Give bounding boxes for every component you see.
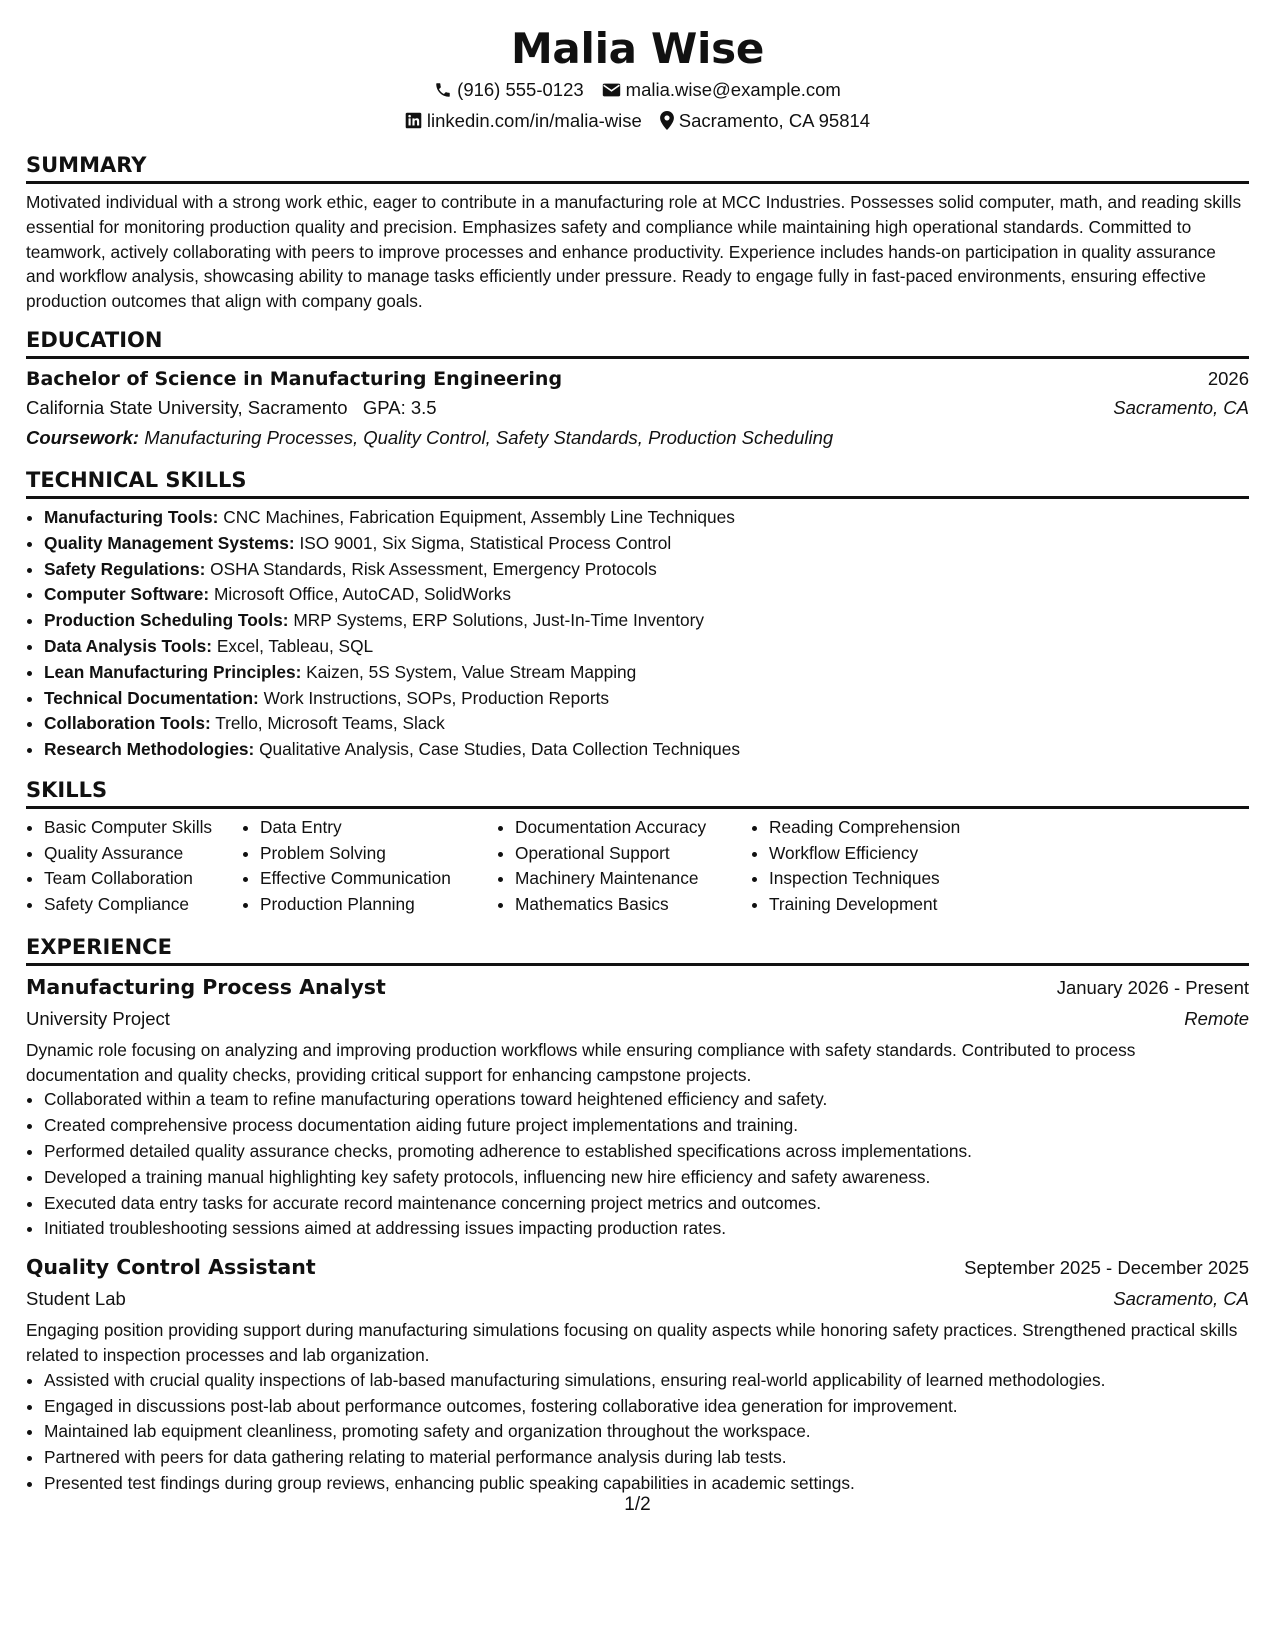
list-item: • Created comprehensive process documentation aiding future project implementations and training. (44, 1113, 1249, 1139)
skill-category-label: Collaboration Tools: (44, 713, 211, 734)
skill-category-label: Technical Documentation: (44, 687, 259, 708)
list-item: • Assisted with crucial quality inspections of lab-based manufacturing simulations, ensuring real-world applicability of learned methodologies. (44, 1368, 1249, 1394)
summary-heading: SUMMARY (26, 152, 1249, 184)
list-item: • Partnered with peers for data gathering relating to material performance analysis during lab tests. (44, 1445, 1249, 1471)
list-item: • Safety Compliance (44, 892, 242, 918)
skill-category-value: ISO 9001, Six Sigma, Statistical Process Control (299, 532, 672, 553)
skill-category-label: Production Scheduling Tools: (44, 610, 289, 631)
education-degree-row (26, 365, 1249, 393)
linkedin-contact[interactable] (405, 109, 642, 133)
list-item: • Executed data entry tasks for accurate record maintenance concerning project metrics and outcomes. (44, 1191, 1249, 1217)
list-item: • Maintained lab equipment cleanliness, promoting safety and organization throughout the workspace. (44, 1419, 1249, 1445)
list-item: • Effective Communication (260, 866, 497, 892)
page-number: 1/2 (624, 1494, 651, 1515)
skill-category-label: Data Analysis Tools: (44, 635, 213, 656)
job-dates: September 2025 - December 2025 (964, 1257, 1249, 1279)
list-item (44, 711, 1249, 737)
email-text: malia.wise@example.com (625, 78, 841, 100)
list-item: • Initiated troubleshooting sessions aimed at addressing issues impacting production rates. (44, 1216, 1249, 1242)
skills-column (751, 815, 1029, 918)
candidate-name: Malia Wise (510, 24, 765, 73)
job-description: Dynamic role focusing on analyzing and improving production workflows while ensuring compliance with safety standards. Contributed to process documentation and quality checks, providing critical support for enhancing campstone projects. (26, 1039, 1136, 1085)
skill-category-label: Lean Manufacturing Principles: (44, 661, 302, 682)
list-item: • Performed detailed quality assurance checks, promoting adherence to established specifications across implementations. (44, 1139, 1249, 1165)
phone-icon (434, 81, 452, 99)
job-organization: University Project (26, 1007, 170, 1029)
linkedin-text: linkedin.com/in/malia-wise (426, 109, 642, 131)
job-org-row (26, 1283, 1249, 1315)
map-pin-icon (660, 111, 674, 130)
skill-category-value: Work Instructions, SOPs, Production Reports (263, 687, 610, 708)
job-entry (26, 1252, 1249, 1497)
phone-text: (916) 555-0123 (457, 78, 584, 100)
list-item (44, 634, 1249, 660)
list-item: • Training Development (769, 892, 1029, 918)
skill-category-label: Quality Management Systems: (44, 532, 295, 553)
envelope-icon (602, 82, 621, 98)
contact-row-1 (26, 74, 1249, 105)
list-item: • Quality Assurance (44, 841, 242, 867)
skill-category-label: Manufacturing Tools: (44, 506, 219, 527)
skill-category-value: Microsoft Office, AutoCAD, SolidWorks (213, 584, 512, 605)
job-bullets (26, 1087, 1249, 1242)
skill-category-value: Kaizen, 5S System, Value Stream Mapping (306, 661, 637, 682)
skills-section (26, 777, 1249, 918)
technical-skills-list (26, 505, 1249, 763)
list-item: • Documentation Accuracy (515, 815, 751, 841)
skills-column (26, 815, 242, 918)
skills-heading: SKILLS (26, 777, 1249, 809)
skill-category-value: OSHA Standards, Risk Assessment, Emergency Protocols (210, 558, 657, 579)
job-title: Manufacturing Process Analyst (26, 974, 386, 999)
technical-skills-heading: TECHNICAL SKILLS (26, 467, 1249, 499)
coursework-label: Coursework: (26, 426, 140, 448)
skills-column (497, 815, 751, 918)
linkedin-icon (405, 112, 422, 129)
list-item: • Reading Comprehension (769, 815, 1029, 841)
location-contact (660, 109, 870, 133)
job-title-row (26, 972, 1249, 1003)
skills-column (242, 815, 497, 918)
contact-row-2 (26, 105, 1249, 136)
coursework-line (26, 423, 1249, 453)
list-item: • Data Entry (260, 815, 497, 841)
list-item (44, 660, 1249, 686)
phone-contact (434, 78, 584, 102)
skill-category-value: Qualitative Analysis, Case Studies, Data Collection Techniques (259, 739, 741, 760)
list-item: • Workflow Efficiency (769, 841, 1029, 867)
list-item (44, 582, 1249, 608)
education-section (26, 327, 1249, 453)
job-entry (26, 972, 1249, 1242)
job-dates: January 2026 - Present (1056, 976, 1249, 998)
list-item (44, 557, 1249, 583)
skill-category-value: CNC Machines, Fabrication Equipment, Assembly Line Techniques (223, 506, 735, 527)
list-item: • Mathematics Basics (515, 892, 751, 918)
list-item (44, 608, 1249, 634)
list-item: • Engaged in discussions post-lab about performance outcomes, fostering collaborative idea generation for improvement. (44, 1394, 1249, 1420)
list-item: • Team Collaboration (44, 866, 242, 892)
list-item (44, 505, 1249, 531)
graduation-year: 2026 (1207, 367, 1249, 389)
job-organization: Student Lab (26, 1288, 126, 1310)
school-info (26, 393, 437, 423)
job-title: Quality Control Assistant (26, 1255, 316, 1280)
technical-skills-section (26, 467, 1249, 763)
school-name: California State University, Sacramento (26, 396, 348, 418)
degree-title: Bachelor of Science in Manufacturing Engineering (26, 367, 563, 390)
coursework-list: Manufacturing Processes, Quality Control, Safety Standards, Production Scheduling (144, 426, 834, 448)
list-item (44, 686, 1249, 712)
list-item: • Inspection Techniques (769, 866, 1029, 892)
location-text: Sacramento, CA 95814 (678, 109, 871, 131)
skill-category-label: Computer Software: (44, 584, 210, 605)
skill-category-label: Safety Regulations: (44, 558, 206, 579)
experience-heading: EXPERIENCE (26, 934, 1249, 966)
email-contact[interactable] (602, 78, 841, 102)
job-bullets (26, 1368, 1249, 1497)
skill-category-label: Research Methodologies: (44, 739, 255, 760)
list-item: • Production Planning (260, 892, 497, 918)
skill-category-value: Trello, Microsoft Teams, Slack (215, 713, 445, 734)
summary-text: Motivated individual with a strong work ethic, eager to contribute in a manufacturing role at MCC Industries. Possesses solid computer, math, and reading skills essential for monitoring production quality and precision. Emphasizes safety and compliance while maintaining high operational standards. Committed to teamwork, actively collaborating with peers to improve processes and enhance productivity. Experience includes hands-on participation in quality assurance and workflow analysis, showcasing ability to manage tasks efficiently under pressure. Ready to engage fully in fast-paced environments, ensuring effective production outcomes that align with company goals. (26, 192, 1242, 312)
job-description: Engaging position providing support during manufacturing simulations focusing on quality aspects while honoring safety practices. Strengthened practical skills related to inspection processes and lab organization. (26, 1320, 1238, 1365)
skill-category-value: MRP Systems, ERP Solutions, Just-In-Time Inventory (293, 610, 705, 631)
skill-category-value: Excel, Tableau, SQL (216, 635, 374, 656)
education-heading: EDUCATION (26, 327, 1249, 359)
resume-page (26, 0, 1249, 1650)
job-org-row (26, 1003, 1249, 1035)
list-item: • Basic Computer Skills (44, 815, 242, 841)
education-school-row (26, 393, 1249, 423)
list-item: • Machinery Maintenance (515, 866, 751, 892)
list-item: • Collaborated within a team to refine manufacturing operations toward heightened efficiency and safety. (44, 1087, 1249, 1113)
summary-section (26, 152, 1249, 314)
gpa: GPA: 3.5 (362, 396, 437, 418)
job-title-row (26, 1252, 1249, 1283)
experience-section (26, 934, 1249, 1497)
skills-grid (26, 815, 1249, 918)
list-item: • Operational Support (515, 841, 751, 867)
list-item: • Presented test findings during group reviews, enhancing public speaking capabilities in academic settings. (44, 1471, 1249, 1497)
school-location: Sacramento, CA (1113, 396, 1249, 418)
list-item (44, 737, 1249, 763)
job-location: Sacramento, CA (1113, 1288, 1249, 1310)
job-location: Remote (1184, 1007, 1249, 1029)
list-item (44, 531, 1249, 557)
list-item: • Developed a training manual highlighting key safety protocols, influencing new hire efficiency and safety awareness. (44, 1165, 1249, 1191)
list-item: • Problem Solving (260, 841, 497, 867)
